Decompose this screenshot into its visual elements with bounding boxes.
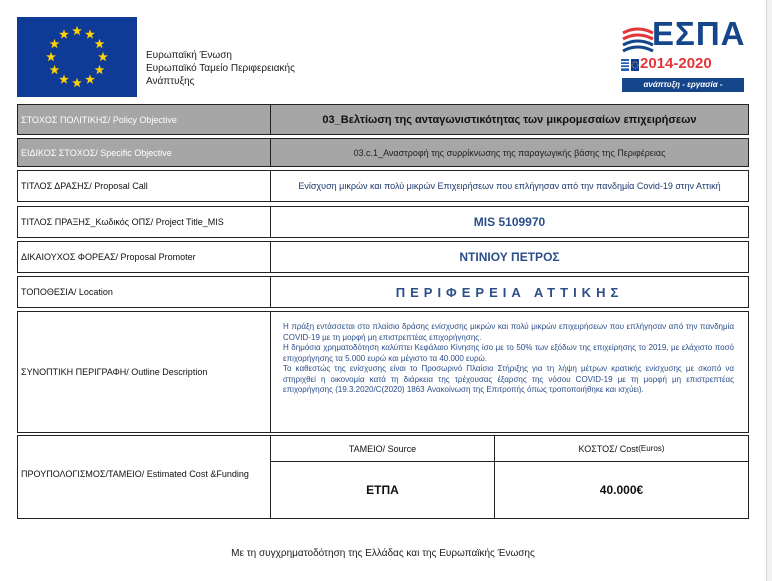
eu-caption-line2: Ευρωπαϊκό Ταμείο Περιφερειακής [146,63,295,74]
eu-star-icon [72,78,82,87]
project-title-value: MIS 5109970 [473,215,546,229]
promoter-value: ΝΤΙΝΙΟΥ ΠΕΤΡΟΣ [459,250,560,264]
outline-paragraph-2: Η δημόσια χρηματοδότηση καλύπτει Κεφάλαιο Κίνησης ίσο με το 50% των εξόδων της επιχείρησης το 2019, με ελάχιστο ποσό επιχορήγησης τα 5.000 ευρώ και μέγιστο τα 40.000 ευρώ. [283,343,734,363]
eu-star-icon [50,65,60,74]
budget-table [271,436,748,518]
row-proposal-call [17,170,749,202]
espa-title: ΕΣΠΑ [652,15,746,52]
cost-header-label: ΚΟΣΤΟΣ/ Cost [578,443,639,454]
promoter-label: ΔΙΚΑΙΟΥΧΟΣ ΦΟΡΕΑΣ/ Proposal Promoter [18,242,271,272]
row-policy-objective [17,104,749,135]
eu-star-icon [95,65,105,74]
eu-star-icon [98,52,108,61]
eu-caption-line3: Ανάπτυξης [146,76,195,87]
outline-value [271,312,748,432]
policy-objective-label: ΣΤΟΧΟΣ ΠΟΛΙΤΙΚΗΣ/ Policy Objective [18,105,271,134]
cofinancing-footer: Με τη συγχρηματοδότηση της Ελλάδας και της Ευρωπαϊκής Ένωσης [231,548,535,559]
cost-unit: (Euros) [638,444,665,453]
budget-label: ΠΡΟΥΠΟΛΟΓΙΣΜΟΣ/ΤΑΜΕΙΟ/ Estimated Cost &Funding [18,436,271,518]
eu-caption [146,49,295,88]
row-project-title [17,206,749,238]
project-title-label: ΤΙΤΛΟΣ ΠΡΑΞΗΣ_Κωδικός ΟΠΣ/ Project Title_MIS [18,207,271,237]
espa-stripes-icon [621,25,655,55]
eu-star-icon [72,26,82,35]
outline-text [271,312,748,396]
eu-star-icon [59,29,69,38]
eu-star-icon [50,39,60,48]
specific-objective-label: ΕΙΔΙΚΟΣ ΣΤΟΧΟΣ/ Specific Objective [18,139,271,166]
cost-value: 40.000€ [599,483,644,497]
eu-star-icon [59,74,69,83]
cost-header [495,436,748,462]
policy-objective-value: 03_Βελτίωση της ανταγωνιστικότητας των μικρομεσαίων επιχειρήσεων [271,105,748,134]
greek-eu-flags-icon [621,59,639,71]
eu-flag-logo [17,17,137,97]
row-outline-description [17,311,749,433]
row-specific-objective [17,138,749,167]
row-location [17,276,749,308]
row-promoter [17,241,749,273]
location-value: ΠΕΡΙΦΕΡΕΙΑ ΑΤΤΙΚΗΣ [395,284,624,300]
outline-paragraph-1: Η πράξη εντάσσεται στο πλαίσιο δράσης ενίσχυσης μικρών και πολύ μικρών επιχειρήσεων που επλήγησαν από την πανδημία COVID-19 με τη μορφή μη επιστρεπτέας επιχορήγησης. [283,322,734,342]
espa-logo [618,15,748,103]
source-header: ΤΑΜΕΙΟ/ Source [271,436,495,462]
row-budget [17,435,749,519]
source-value: ΕΤΠΑ [271,462,495,518]
espa-years: 2014-2020 [640,55,712,72]
outline-paragraph-3: Το καθεστώς της ενίσχυσης είναι το Προσωρινό Πλαίσιο Στήριξης για τη λήψη μέτρων κρατικής ενίσχυσης με σκοπό να στηριχθεί η οικονομία κατά τη διάρκεια της τρέχουσας έξαρσης της νόσου COVID-19 με τη μορφή μη επιστρεπτέας επιχορήγησης (19.3.2020/C(2020) 1863 Ανακοίνωση της Επιτροπής όπως τροποποιήθηκε και ισχύει). [283,364,734,394]
eu-star-icon [85,29,95,38]
eu-caption-line1: Ευρωπαϊκή Ένωση [146,50,232,61]
eu-star-icon [85,74,95,83]
eu-star-icon [95,39,105,48]
eu-star-icon [46,52,56,61]
outline-label: ΣΥΝΟΠΤΙΚΗ ΠΕΡΙΓΡΑΦΗ/ Outline Description [18,312,271,432]
proposal-call-label: ΤΙΤΛΟΣ ΔΡΑΣΗΣ/ Proposal Call [18,171,271,201]
specific-objective-value: 03.c.1_Αναστροφή της συρρίκνωσης της παραγωγικής βάσης της Περιφέρειας [271,139,748,166]
espa-tagline: ανάπτυξη - εργασία - αλληλεγγύη [622,78,744,92]
proposal-call-value: Ενίσχυση μικρών και πολύ μικρών Επιχειρήσεων που επλήγησαν από την πανδημία Covid-19 στην Αττική [298,181,721,191]
location-label: ΤΟΠΟΘΕΣΙΑ/ Location [18,277,271,307]
